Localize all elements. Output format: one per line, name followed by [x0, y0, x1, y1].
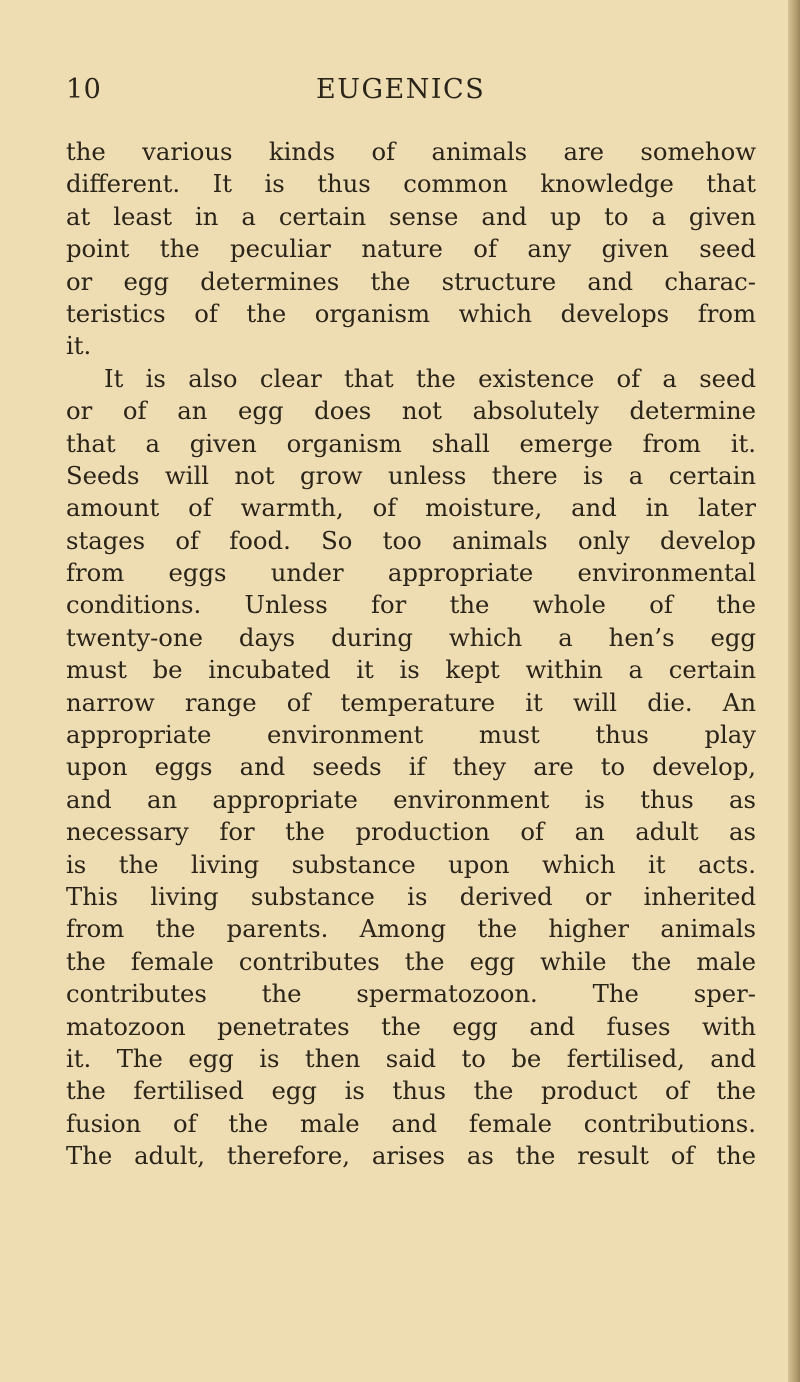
text-line: the female contributes the egg while the male — [66, 946, 756, 976]
text-line: from the parents. Among the higher animals — [66, 914, 756, 944]
text-line: stages of food. So too animals only develop — [66, 525, 756, 555]
text-line: the various kinds of animals are somehow — [66, 137, 756, 166]
text-line: Seeds will not grow unless there is a certain — [66, 460, 756, 490]
page-edge — [788, 0, 800, 1382]
body-text — [66, 136, 756, 1173]
text-line: that a given organism shall emerge from it. — [66, 428, 756, 458]
text-line: upon eggs and seeds if they are to develop, — [66, 752, 756, 782]
text-line: conditions. Unless for the whole of the — [66, 590, 756, 620]
text-line: is the living substance upon which it acts. — [66, 849, 756, 879]
text-line: It is also clear that the existence of a seed — [104, 363, 756, 393]
text-line: necessary for the production of an adult as — [66, 817, 756, 847]
paragraph-1 — [66, 136, 756, 363]
text-line: it. — [66, 331, 92, 361]
text-line: the fertilised egg is thus the product of the — [66, 1076, 756, 1106]
text-line: must be incubated it is kept within a certain — [66, 655, 756, 685]
page-header — [66, 74, 750, 114]
text-line: point the peculiar nature of any given seed — [66, 234, 756, 264]
text-line: teristics of the organism which develops from — [66, 298, 756, 328]
text-line: matozoon penetrates the egg and fuses with — [66, 1011, 756, 1041]
text-line: The adult, therefore, arises as the result of the — [66, 1141, 756, 1171]
text-line: at least in a certain sense and up to a given — [66, 201, 756, 231]
text-line: twenty-one days during which a hen’s egg — [66, 622, 756, 652]
text-line: contributes the spermatozoon. The sper- — [66, 979, 756, 1009]
text-line: from eggs under appropriate environmental — [66, 558, 756, 588]
text-line: This living substance is derived or inherited — [66, 881, 756, 911]
text-line: and an appropriate environment is thus as — [66, 784, 756, 814]
text-line: different. It is thus common knowledge that — [66, 169, 756, 199]
running-head: EUGENICS — [316, 74, 486, 105]
page-number: 10 — [66, 74, 102, 105]
text-line: it. The egg is then said to be fertilised, and — [66, 1043, 756, 1073]
text-line: amount of warmth, of moisture, and in later — [66, 493, 756, 523]
text-line: or egg determines the structure and charac- — [66, 266, 756, 296]
text-line: narrow range of temperature it will die. An — [66, 687, 756, 717]
paragraph-2 — [66, 363, 756, 1173]
text-line: fusion of the male and female contributions. — [66, 1108, 756, 1138]
text-line: or of an egg does not absolutely determine — [66, 396, 756, 426]
text-line: appropriate environment must thus play — [66, 720, 756, 750]
